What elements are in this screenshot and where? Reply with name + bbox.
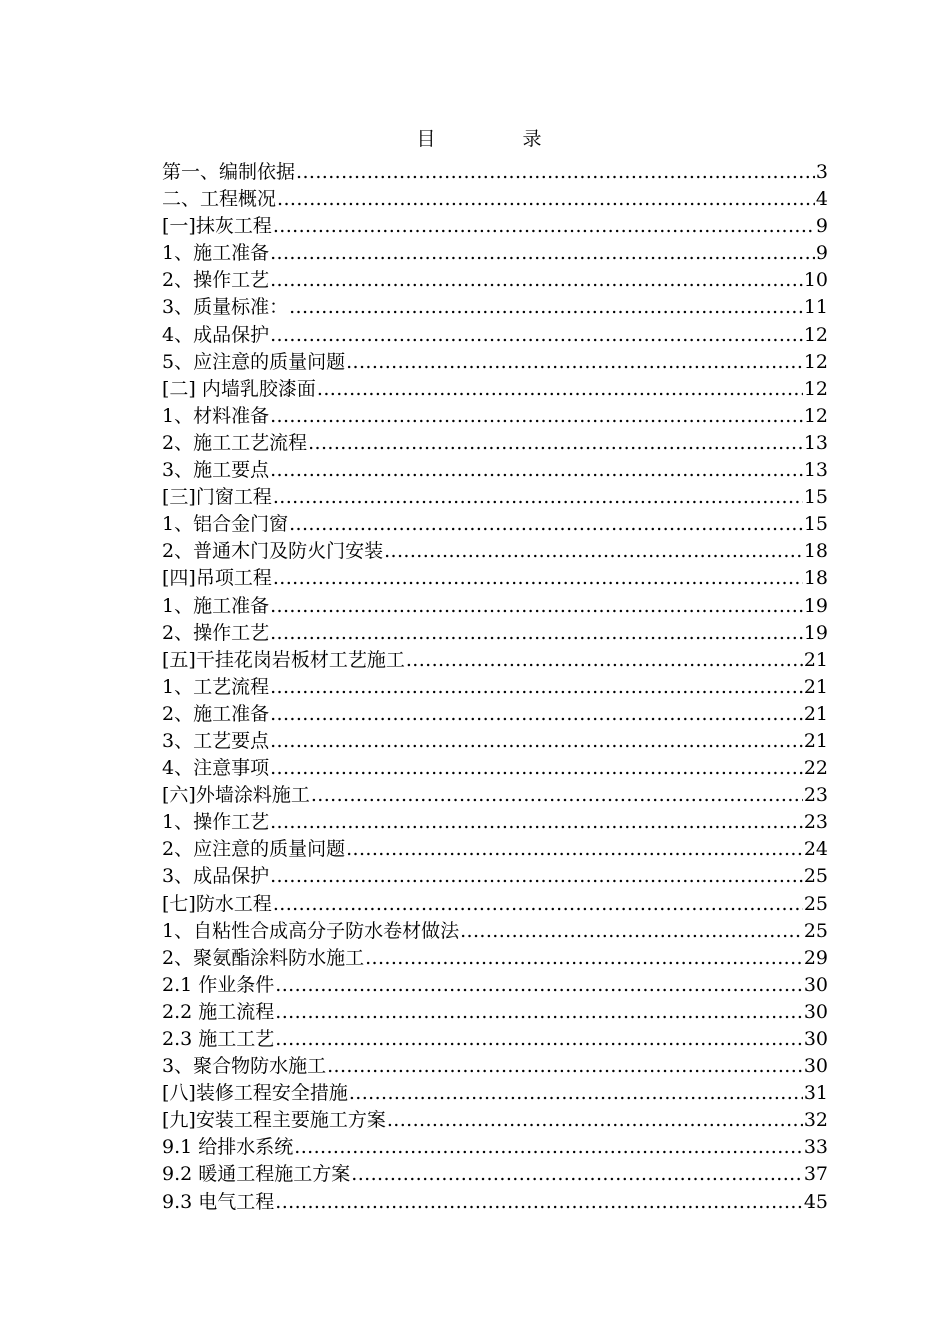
toc-entry[interactable] bbox=[162, 538, 828, 565]
toc-dot-leader bbox=[270, 728, 803, 755]
toc-entry-label: [二] 内墙乳胶漆面 bbox=[162, 377, 316, 400]
toc-dot-leader bbox=[406, 647, 803, 674]
toc-entry-page-number: 21 bbox=[803, 702, 828, 725]
toc-dot-leader bbox=[270, 809, 803, 836]
toc-entry-label: [六]外墙涂料施工 bbox=[162, 784, 310, 807]
toc-entry-label: 3、工艺要点 bbox=[162, 729, 270, 752]
toc-entry-label: [八]装修工程安全措施 bbox=[162, 1082, 348, 1105]
toc-entry-label: 1、铝合金门窗 bbox=[162, 513, 289, 536]
toc-entry[interactable] bbox=[162, 674, 828, 701]
toc-entry-label: [四]吊项工程 bbox=[162, 567, 272, 590]
toc-entry-page-number: 21 bbox=[803, 648, 828, 671]
toc-entry-page-number: 15 bbox=[803, 486, 828, 509]
toc-entry-page-number: 25 bbox=[803, 892, 828, 915]
toc-dot-leader bbox=[275, 999, 803, 1026]
toc-entry-page-number: 9 bbox=[815, 242, 828, 265]
toc-dot-leader bbox=[270, 457, 803, 484]
toc-entry-label: 1、操作工艺 bbox=[162, 811, 270, 834]
toc-entry-page-number: 13 bbox=[803, 431, 828, 454]
toc-entry-label: 2、施工准备 bbox=[162, 702, 270, 725]
toc-dot-leader bbox=[270, 863, 803, 890]
toc-entry[interactable] bbox=[162, 972, 828, 999]
toc-entry[interactable] bbox=[162, 593, 828, 620]
toc-entry-label: 1、施工准备 bbox=[162, 242, 270, 265]
toc-entry[interactable] bbox=[162, 891, 828, 918]
toc-entry-label: 9.3 电气工程 bbox=[162, 1190, 275, 1213]
toc-entry-label: 1、施工准备 bbox=[162, 594, 270, 617]
toc-entry-label: 4、注意事项 bbox=[162, 757, 270, 780]
toc-dot-leader bbox=[365, 945, 803, 972]
toc-entry[interactable] bbox=[162, 1161, 828, 1188]
toc-entry-label: 二、工程概况 bbox=[162, 188, 277, 211]
toc-entry-page-number: 24 bbox=[803, 838, 828, 861]
toc-entry-label: 2.2 施工流程 bbox=[162, 1000, 275, 1023]
toc-dot-leader bbox=[270, 620, 803, 647]
toc-entry-label: 第一、编制依据 bbox=[162, 161, 296, 183]
toc-entry-page-number: 21 bbox=[803, 729, 828, 752]
toc-entry-label: 2.3 施工工艺 bbox=[162, 1028, 275, 1050]
toc-entry-page-number: 19 bbox=[803, 621, 828, 644]
toc-entry-page-number: 21 bbox=[803, 675, 828, 698]
toc-dot-leader bbox=[384, 538, 803, 565]
toc-entry-page-number: 4 bbox=[815, 188, 828, 211]
toc-entry-label: 5、应注意的质量问题 bbox=[162, 350, 346, 373]
toc-entry-page-number: 13 bbox=[803, 459, 828, 482]
toc-dot-leader bbox=[308, 430, 803, 457]
toc-entry-label: [七]防水工程 bbox=[162, 892, 272, 915]
toc-entry[interactable] bbox=[162, 1189, 828, 1216]
toc-entry[interactable] bbox=[162, 999, 828, 1026]
toc-dot-leader bbox=[273, 213, 815, 240]
toc-entry[interactable] bbox=[162, 1107, 828, 1134]
toc-entry[interactable] bbox=[162, 213, 828, 240]
toc-entry-label: 9.2 暖通工程施工方案 bbox=[162, 1163, 351, 1186]
toc-entry-page-number: 12 bbox=[803, 323, 828, 346]
toc-entry-label: [一]抹灰工程 bbox=[162, 215, 272, 238]
toc-list bbox=[162, 159, 828, 1216]
toc-entry-label: 3、质量标准： bbox=[162, 296, 289, 319]
toc-dot-leader bbox=[289, 511, 803, 538]
toc-entry-page-number: 15 bbox=[803, 513, 828, 536]
toc-entry-page-number: 30 bbox=[803, 1055, 828, 1078]
toc-entry-page-number: 30 bbox=[803, 973, 828, 996]
toc-entry[interactable] bbox=[162, 159, 828, 186]
toc-entry-page-number: 12 bbox=[803, 404, 828, 427]
toc-entry[interactable] bbox=[162, 430, 828, 457]
toc-entry-label: 2、操作工艺 bbox=[162, 269, 270, 292]
toc-entry-page-number: 31 bbox=[803, 1082, 828, 1105]
toc-entry[interactable] bbox=[162, 511, 828, 538]
toc-dot-leader bbox=[289, 294, 803, 321]
toc-dot-leader bbox=[346, 349, 803, 376]
toc-entry[interactable] bbox=[162, 728, 828, 755]
toc-dot-leader bbox=[296, 159, 815, 186]
toc-entry[interactable] bbox=[162, 294, 828, 321]
toc-entry-page-number: 9 bbox=[815, 215, 828, 238]
toc-entry[interactable] bbox=[162, 863, 828, 890]
toc-entry-label: 2、应注意的质量问题 bbox=[162, 838, 346, 861]
toc-entry[interactable] bbox=[162, 186, 828, 213]
toc-dot-leader bbox=[275, 1026, 803, 1053]
toc-dot-leader bbox=[270, 322, 803, 349]
toc-entry[interactable] bbox=[162, 457, 828, 484]
toc-dot-leader bbox=[270, 593, 803, 620]
toc-entry[interactable] bbox=[162, 1134, 828, 1161]
toc-entry-label: 2、施工工艺流程 bbox=[162, 431, 308, 454]
toc-dot-leader bbox=[275, 1189, 803, 1216]
toc-entry[interactable] bbox=[162, 267, 828, 294]
toc-entry-label: 2.1 作业条件 bbox=[162, 973, 275, 996]
toc-entry[interactable] bbox=[162, 918, 828, 945]
toc-entry[interactable] bbox=[162, 349, 828, 376]
toc-dot-leader bbox=[273, 565, 803, 592]
toc-dot-leader bbox=[273, 484, 803, 511]
toc-entry-page-number: 22 bbox=[803, 757, 828, 780]
toc-entry-page-number: 23 bbox=[803, 784, 828, 807]
toc-dot-leader bbox=[294, 1134, 803, 1161]
toc-entry[interactable] bbox=[162, 1053, 828, 1080]
toc-entry-page-number: 25 bbox=[803, 919, 828, 942]
toc-entry-label: 4、成品保护 bbox=[162, 323, 270, 346]
toc-entry[interactable] bbox=[162, 945, 828, 972]
toc-dot-leader bbox=[311, 782, 803, 809]
toc-entry-page-number: 18 bbox=[803, 540, 828, 563]
toc-dot-leader bbox=[351, 1161, 803, 1188]
toc-entry[interactable] bbox=[162, 240, 828, 267]
toc-entry-label: 1、材料准备 bbox=[162, 404, 270, 427]
toc-entry-page-number: 30 bbox=[803, 1000, 828, 1023]
toc-entry[interactable] bbox=[162, 755, 828, 782]
toc-entry-page-number: 10 bbox=[803, 269, 828, 292]
toc-entry-page-number: 29 bbox=[803, 946, 828, 969]
toc-dot-leader bbox=[349, 1080, 803, 1107]
toc-entry[interactable] bbox=[162, 782, 828, 809]
toc-dot-leader bbox=[270, 240, 815, 267]
toc-entry[interactable] bbox=[162, 1026, 828, 1053]
toc-entry[interactable] bbox=[162, 484, 828, 511]
toc-entry-page-number: 33 bbox=[803, 1136, 828, 1159]
toc-entry-page-number: 19 bbox=[803, 594, 828, 617]
toc-entry-label: 9.1 给排水系统 bbox=[162, 1136, 294, 1159]
toc-entry-label: 3、成品保护 bbox=[162, 865, 270, 888]
toc-entry-page-number: 18 bbox=[803, 567, 828, 590]
toc-title: 目 录 bbox=[416, 128, 576, 150]
toc-dot-leader bbox=[275, 972, 803, 999]
toc-dot-leader bbox=[270, 755, 803, 782]
toc-dot-leader bbox=[270, 701, 803, 728]
toc-dot-leader bbox=[270, 267, 803, 294]
toc-dot-leader bbox=[317, 376, 803, 403]
toc-dot-leader bbox=[346, 836, 803, 863]
toc-entry-page-number: 3 bbox=[815, 161, 828, 183]
toc-entry-label: 2、普通木门及防火门安装 bbox=[162, 540, 384, 563]
toc-entry[interactable] bbox=[162, 647, 828, 674]
toc-entry[interactable] bbox=[162, 565, 828, 592]
toc-entry-page-number: 12 bbox=[803, 350, 828, 373]
toc-dot-leader bbox=[270, 674, 803, 701]
toc-dot-leader bbox=[273, 891, 803, 918]
toc-entry[interactable] bbox=[162, 1080, 828, 1107]
toc-entry-label: [三]门窗工程 bbox=[162, 486, 272, 509]
toc-dot-leader bbox=[460, 918, 803, 945]
toc-dot-leader bbox=[270, 403, 803, 430]
toc-dot-leader bbox=[327, 1053, 803, 1080]
toc-entry-page-number: 32 bbox=[803, 1109, 828, 1132]
toc-entry-page-number: 45 bbox=[803, 1190, 828, 1213]
toc-entry-page-number: 25 bbox=[803, 865, 828, 888]
toc-entry[interactable] bbox=[162, 322, 828, 349]
toc-entry-label: 3、施工要点 bbox=[162, 459, 270, 482]
toc-entry-label: 2、操作工艺 bbox=[162, 621, 270, 644]
toc-entry-label: 3、聚合物防水施工 bbox=[162, 1055, 327, 1078]
toc-entry-page-number: 11 bbox=[803, 296, 828, 319]
toc-entry-label: 1、自粘性合成高分子防水卷材做法 bbox=[162, 919, 460, 942]
toc-entry-page-number: 23 bbox=[803, 811, 828, 834]
toc-entry[interactable] bbox=[162, 620, 828, 647]
toc-dot-leader bbox=[387, 1107, 803, 1134]
toc-entry-label: 1、工艺流程 bbox=[162, 675, 270, 698]
toc-entry[interactable] bbox=[162, 836, 828, 863]
toc-entry[interactable] bbox=[162, 809, 828, 836]
toc-entry[interactable] bbox=[162, 376, 828, 403]
toc-entry-label: 2、聚氨酯涂料防水施工 bbox=[162, 946, 365, 969]
toc-entry-page-number: 37 bbox=[803, 1163, 828, 1186]
toc-entry[interactable] bbox=[162, 403, 828, 430]
toc-entry-page-number: 12 bbox=[803, 377, 828, 400]
toc-entry-label: [五]干挂花岗岩板材工艺施工 bbox=[162, 648, 405, 671]
toc-dot-leader bbox=[277, 186, 815, 213]
toc-entry[interactable] bbox=[162, 701, 828, 728]
toc-entry-label: [九]安装工程主要施工方案 bbox=[162, 1109, 386, 1132]
toc-entry-page-number: 30 bbox=[803, 1028, 828, 1050]
